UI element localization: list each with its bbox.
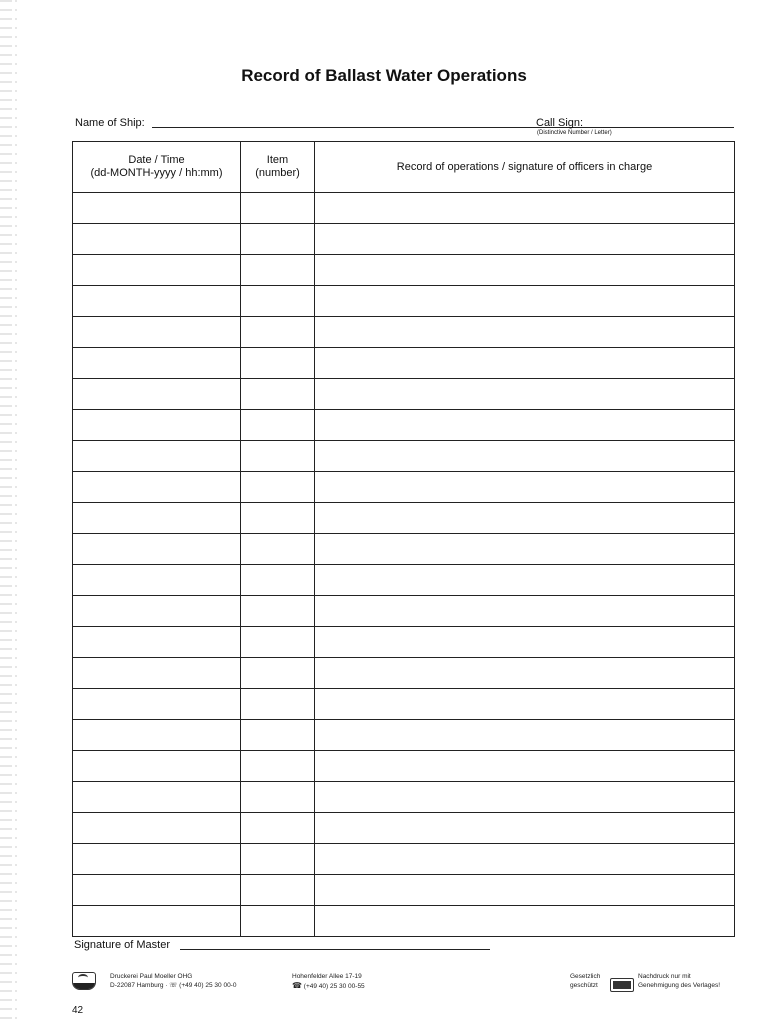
record-cell[interactable]	[315, 534, 735, 565]
record-cell[interactable]	[315, 782, 735, 813]
item-cell[interactable]	[241, 441, 315, 472]
record-cell[interactable]	[315, 503, 735, 534]
date-time-cell[interactable]	[73, 286, 241, 317]
record-cell[interactable]	[315, 255, 735, 286]
publisher-logo-icon	[72, 972, 96, 990]
reprint-block	[638, 972, 720, 990]
legal-line2: geschützt	[570, 982, 598, 989]
date-time-cell[interactable]	[73, 410, 241, 441]
item-cell[interactable]	[241, 875, 315, 906]
table-row	[73, 565, 735, 596]
item-cell[interactable]	[241, 751, 315, 782]
date-time-cell[interactable]	[73, 689, 241, 720]
item-cell[interactable]	[241, 193, 315, 224]
table-row	[73, 503, 735, 534]
legal-block	[570, 972, 600, 990]
date-time-cell[interactable]	[73, 348, 241, 379]
ship-name-label: Name of Ship:	[75, 117, 145, 129]
table-header-row	[73, 142, 735, 193]
date-time-cell[interactable]	[73, 627, 241, 658]
signature-line	[74, 939, 170, 951]
date-time-cell[interactable]	[73, 503, 241, 534]
table-row	[73, 255, 735, 286]
table-row	[73, 410, 735, 441]
item-cell[interactable]	[241, 782, 315, 813]
date-time-cell[interactable]	[73, 906, 241, 937]
item-cell[interactable]	[241, 286, 315, 317]
item-cell[interactable]	[241, 720, 315, 751]
date-time-cell[interactable]	[73, 565, 241, 596]
table-row	[73, 720, 735, 751]
table-row	[73, 193, 735, 224]
date-time-cell[interactable]	[73, 658, 241, 689]
record-body	[73, 193, 735, 937]
printer-name: Druckerei Paul Moeller OHG	[110, 973, 193, 980]
table-row	[73, 906, 735, 937]
date-time-cell[interactable]	[73, 720, 241, 751]
item-cell[interactable]	[241, 906, 315, 937]
date-time-cell[interactable]	[73, 844, 241, 875]
table-row	[73, 751, 735, 782]
printer-block	[110, 972, 236, 990]
table-row	[73, 286, 735, 317]
record-cell[interactable]	[315, 348, 735, 379]
record-cell[interactable]	[315, 565, 735, 596]
table-row	[73, 534, 735, 565]
header-record: Record of operations / signature of officers in charge	[315, 142, 735, 193]
call-sign-label: Call Sign:	[536, 117, 584, 129]
date-time-cell[interactable]	[73, 782, 241, 813]
date-time-cell[interactable]	[73, 813, 241, 844]
table-row	[73, 224, 735, 255]
date-time-cell[interactable]	[73, 224, 241, 255]
record-cell[interactable]	[315, 193, 735, 224]
date-time-cell[interactable]	[73, 379, 241, 410]
table-row	[73, 875, 735, 906]
header-date-time-line2: (dd-MONTH-yyyy / hh:mm)	[90, 167, 223, 179]
date-time-cell[interactable]	[73, 441, 241, 472]
table-row	[73, 379, 735, 410]
record-cell[interactable]	[315, 317, 735, 348]
date-time-cell[interactable]	[73, 472, 241, 503]
record-cell[interactable]	[315, 472, 735, 503]
table-row	[73, 317, 735, 348]
page-title: Record of Ballast Water Operations	[241, 66, 527, 85]
header-item-line2: (number)	[255, 167, 300, 179]
protection-emblem-icon	[610, 978, 634, 992]
record-cell[interactable]	[315, 751, 735, 782]
address-block	[292, 972, 365, 991]
header-date-time	[73, 142, 241, 193]
table-row	[73, 813, 735, 844]
record-cell[interactable]	[315, 441, 735, 472]
record-cell[interactable]	[315, 410, 735, 441]
item-cell[interactable]	[241, 348, 315, 379]
ballast-record-table	[72, 141, 735, 937]
table-row	[73, 844, 735, 875]
fax-icon: ☎	[292, 981, 302, 990]
table-row	[73, 627, 735, 658]
table-row	[73, 689, 735, 720]
record-cell[interactable]	[315, 379, 735, 410]
printer-address: Hohenfelder Allee 17-19	[292, 973, 362, 980]
item-cell[interactable]	[241, 410, 315, 441]
item-cell[interactable]	[241, 472, 315, 503]
header-item	[241, 142, 315, 193]
call-sign-field[interactable]	[597, 127, 734, 128]
reprint-line1: Nachdruck nur mit	[638, 973, 691, 980]
table-row	[73, 441, 735, 472]
date-time-cell[interactable]	[73, 317, 241, 348]
table-row	[73, 658, 735, 689]
item-cell[interactable]	[241, 658, 315, 689]
item-cell[interactable]	[241, 844, 315, 875]
date-time-cell[interactable]	[73, 751, 241, 782]
header-date-time-line1: Date / Time	[128, 154, 185, 166]
date-time-cell[interactable]	[73, 596, 241, 627]
item-cell[interactable]	[241, 379, 315, 410]
record-cell[interactable]	[315, 286, 735, 317]
date-time-cell[interactable]	[73, 534, 241, 565]
page-number: 42	[72, 1005, 84, 1016]
record-cell[interactable]	[315, 875, 735, 906]
date-time-cell[interactable]	[73, 875, 241, 906]
item-cell[interactable]	[241, 813, 315, 844]
record-cell[interactable]	[315, 813, 735, 844]
printer-fax: (+49 40) 25 30 00-55	[303, 983, 365, 990]
record-cell[interactable]	[315, 689, 735, 720]
legal-line1: Gesetzlich	[570, 973, 601, 980]
item-cell[interactable]	[241, 503, 315, 534]
table-row	[73, 596, 735, 627]
signature-label: Signature of Master	[74, 939, 170, 951]
record-cell[interactable]	[315, 906, 735, 937]
table-row	[73, 472, 735, 503]
item-cell[interactable]	[241, 534, 315, 565]
call-sign-note: (Distinctive Number / Letter)	[537, 130, 612, 136]
item-cell[interactable]	[241, 255, 315, 286]
signature-field[interactable]	[180, 949, 490, 950]
header-item-line1: Item	[266, 154, 289, 166]
date-time-cell[interactable]	[73, 255, 241, 286]
date-time-cell[interactable]	[73, 193, 241, 224]
record-cell[interactable]	[315, 844, 735, 875]
item-cell[interactable]	[241, 565, 315, 596]
record-cell[interactable]	[315, 658, 735, 689]
record-cell[interactable]	[315, 720, 735, 751]
record-cell[interactable]	[315, 224, 735, 255]
item-cell[interactable]	[241, 317, 315, 348]
item-cell[interactable]	[241, 689, 315, 720]
scan-edge-artifact	[0, 0, 26, 1024]
table-row	[73, 348, 735, 379]
printer-city-phone: D-22087 Hamburg · ☏ (+49 40) 25 30 00-0	[110, 982, 237, 989]
item-cell[interactable]	[241, 224, 315, 255]
item-cell[interactable]	[241, 627, 315, 658]
table-row	[73, 782, 735, 813]
item-cell[interactable]	[241, 596, 315, 627]
record-cell[interactable]	[315, 627, 735, 658]
record-cell[interactable]	[315, 596, 735, 627]
reprint-line2: Genehmigung des Verlages!	[638, 982, 721, 989]
